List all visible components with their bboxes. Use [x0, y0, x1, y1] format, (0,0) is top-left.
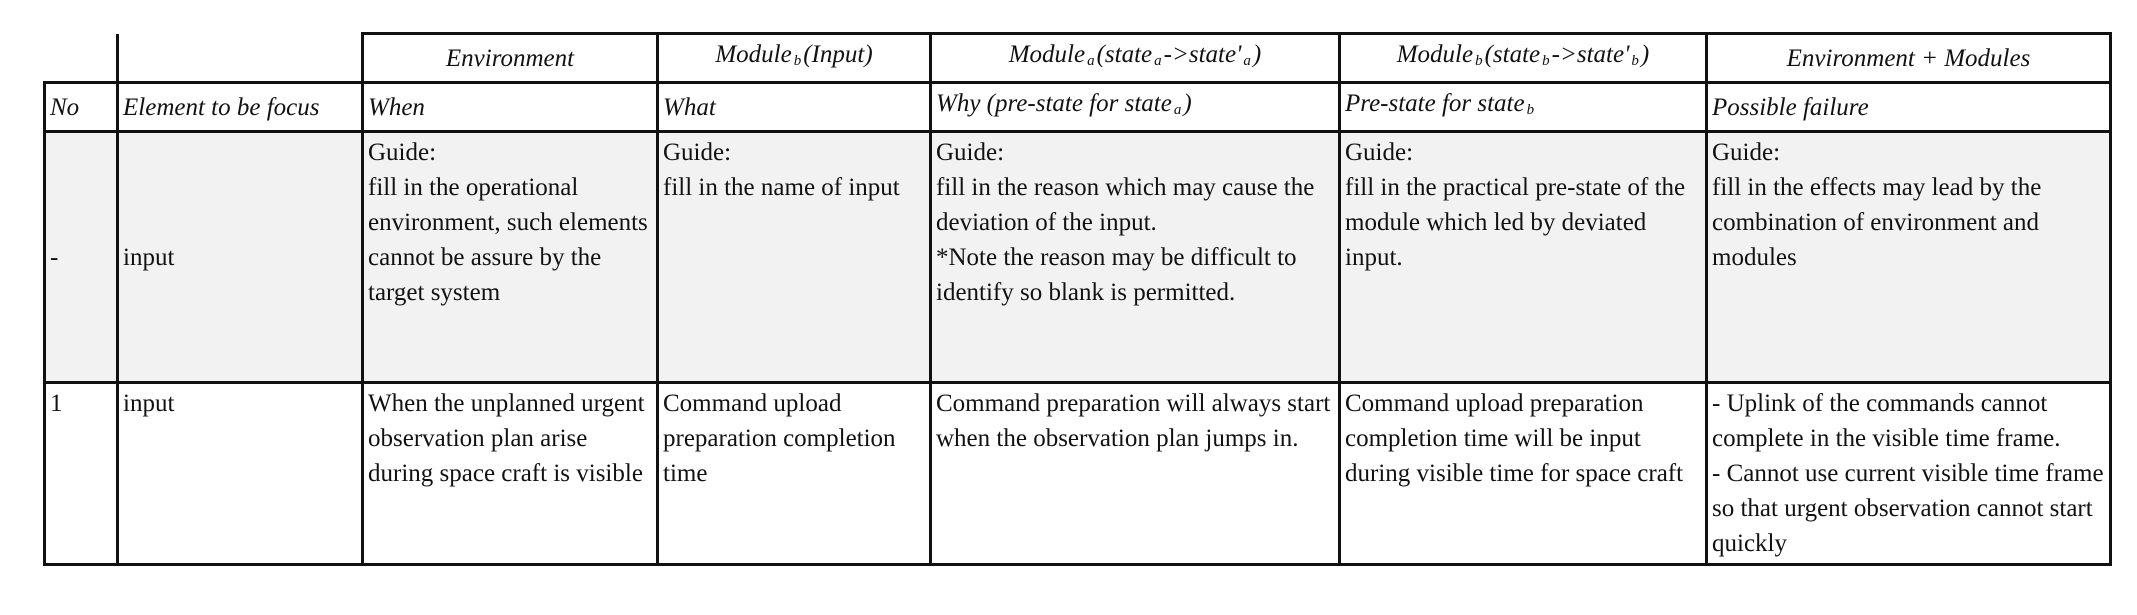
- row-prestate-cell: Command upload preparation completion time will be input during visible time for space craft: [1340, 383, 1707, 565]
- row-why-cell: Command preparation will always start when the observation plan jumps in.: [931, 383, 1340, 565]
- guide-when-cell: Guide: fill in the operational environment, such elements cannot be assure by the target system: [363, 132, 658, 383]
- row-when-cell: When the unplanned urgent observation plan arise during space craft is visible: [363, 383, 658, 565]
- row-no-cell: 1: [45, 383, 118, 565]
- guide-row: [45, 132, 2111, 383]
- guide-what-cell: Guide: fill in the name of input: [658, 132, 931, 383]
- module-a-state-header: Module $_a$(state $_a$->state' $_a$): [931, 34, 1340, 83]
- guide-element-cell: input: [118, 132, 363, 383]
- guide-no-cell: -: [45, 132, 118, 383]
- no-header: No: [45, 83, 118, 132]
- failure-header: Possible failure: [1707, 83, 2111, 132]
- what-header: What: [658, 83, 931, 132]
- hazard-analysis-table: [43, 32, 2112, 566]
- element-header: Element to be focus: [118, 83, 363, 132]
- row-what-cell: Command upload preparation completion time: [658, 383, 931, 565]
- row-element-cell: input: [118, 383, 363, 565]
- why-header: Why (pre-state for state $_a$): [931, 83, 1340, 132]
- blank-header-cell: [118, 34, 363, 83]
- environment-header: Environment: [363, 34, 658, 83]
- table-row: [45, 383, 2111, 565]
- guide-prestate-cell: Guide: fill in the practical pre-state of the module which led by deviated input.: [1340, 132, 1707, 383]
- environment-modules-header: Environment + Modules: [1707, 34, 2111, 83]
- blank-header-cell: [45, 34, 118, 83]
- column-group-header-row: [45, 34, 2111, 83]
- column-header-row: [45, 83, 2111, 132]
- guide-failure-cell: Guide: fill in the effects may lead by the combination of environment and modules: [1707, 132, 2111, 383]
- row-failure-cell: - Uplink of the commands cannot complete in the visible time frame. - Cannot use current visible time frame so that urgent observation cannot start quickly: [1707, 383, 2111, 565]
- when-header: When: [363, 83, 658, 132]
- module-b-input-header: Module $_b$(Input): [658, 34, 931, 83]
- guide-why-cell: Guide: fill in the reason which may cause the deviation of the input. *Note the reason may be difficult to identify so blank is permitted.: [931, 132, 1340, 383]
- prestate-header: Pre-state for state $_b$: [1340, 83, 1707, 132]
- module-b-state-header: Module $_b$(state $_b$->state' $_b$): [1340, 34, 1707, 83]
